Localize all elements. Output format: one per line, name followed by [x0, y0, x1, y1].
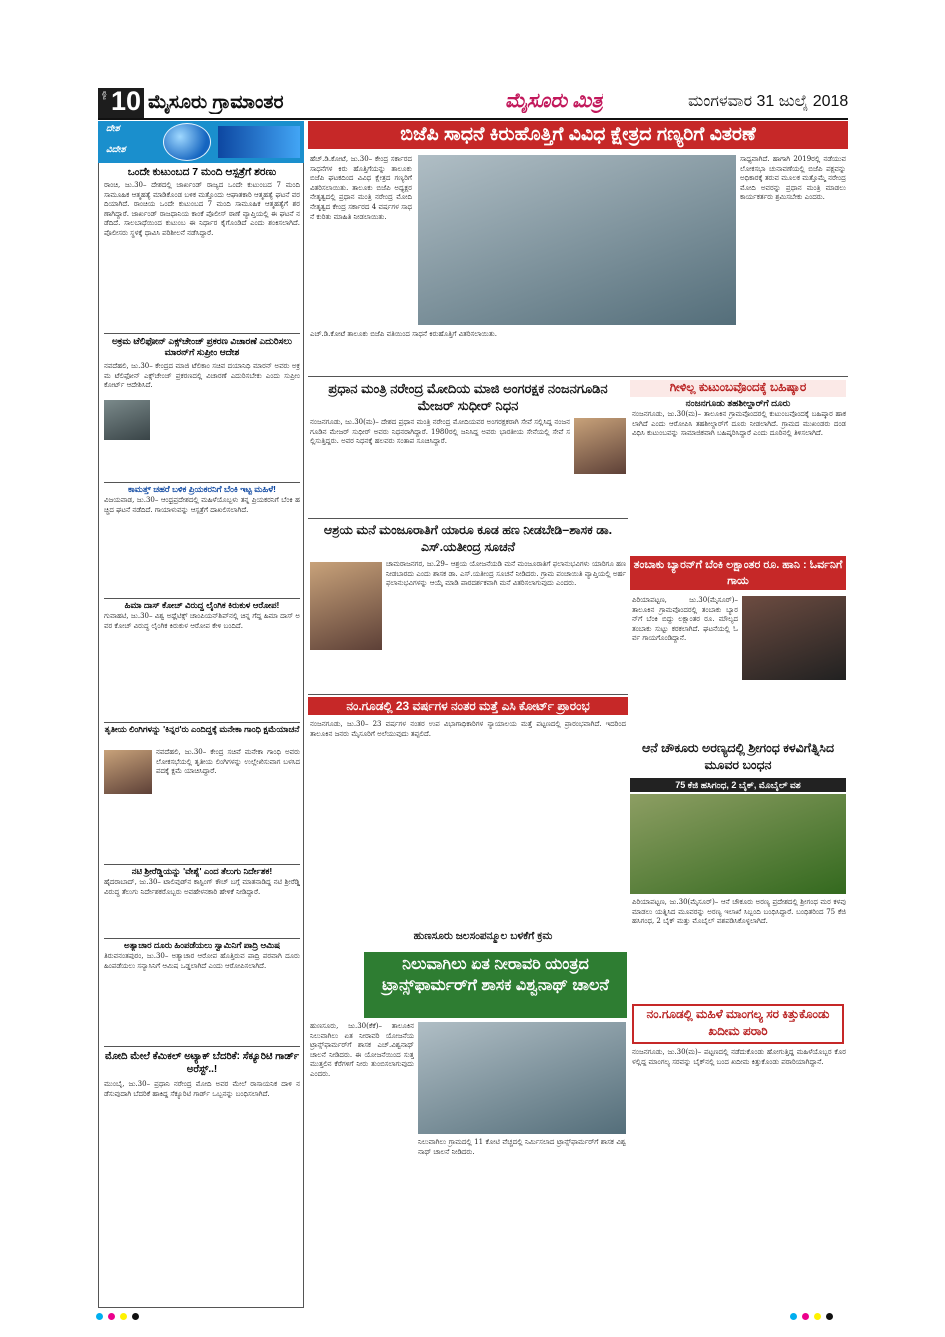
- news-box-title-2: ವಿದೇಶ: [106, 145, 126, 155]
- sandal-body: ಪಿರಿಯಾಪಟ್ಟಣ, ಜು.30(ಮೈಸೂರ್)– ಆನೆ ಚೌಕೂರು ಅರಣ್ಯ ಪ್ರದೇಶದಲ್ಲಿ ಶ್ರೀಗಂಧ ಮರ ಕಳವು ಮಾಡಲು ಯತ್ನಿಸಿದ ಮೂವರನ್ನು ಅರಣ್ಯ ಇಲಾಖೆ ಸಿಬ್ಬಂದಿ ಬಂಧಿಸಿದ್ದಾರೆ. ಬಂಧಿತರಿಂದ 75 ಕೆಜಿ ಹಸಿಗಂಧ, 2 ಬೈಕ್ ಮತ್ತು ಮೊಬೈಲ್ ವಶಪಡಿಸಿಕೊಳ್ಳಲಾಗಿದೆ.: [632, 898, 846, 926]
- story6-headline: ನಟಿ ಶ್ರೀರೆಡ್ಡಿಯನ್ನು 'ವೇಶ್ಯೆ' ಎಂದ ತೆಲುಗು ನಿರ್ದೇಶಕ!: [131, 866, 273, 876]
- section-title: ಮೈಸೂರು ಗ್ರಾಮಾಂತರ: [148, 92, 284, 113]
- tobacco-headline: ತಂಬಾಕು ಬ್ಯಾರನ್‌ಗೆ ಬೆಂಕಿ ಲಕ್ಷಾಂತರ ರೂ. ಹಾನಿ : ಓರ್ವನಿಗೆ ಗಾಯ: [630, 556, 846, 590]
- story2-body-cont: [154, 400, 300, 480]
- news-banner-graphic: [218, 126, 300, 158]
- divider: [104, 938, 300, 939]
- divider: [104, 482, 300, 483]
- sandal-headline: ಆನೆ ಚೌಕೂರು ಅರಣ್ಯದಲ್ಲಿ ಶ್ರೀಗಂಧ ಕಳವಿಗೆತ್ನಿಸಿದ ಮೂವರ ಬಂಧನ: [641, 741, 835, 772]
- family-headline: ಗೀಳಿಲ್ಲ ಕುಟುಂಬವೊಂದಕ್ಕೆ ಬಹಿಷ್ಕಾರ: [630, 380, 846, 397]
- globe-icon: [163, 123, 211, 161]
- divider: [104, 1046, 300, 1047]
- transformer-kicker: ಹುಣಸೂರು ಜಲಸಂಪನ್ಮೂಲ ಬಳಕೆಗೆ ಕ್ರಮ: [413, 930, 553, 942]
- story7-body: ತಿರುವನಂತಪುರಂ, ಜು.30– ಅತ್ಯಾಚಾರ ಆರೋಪ ಹೊತ್ತಿರುವ ಪಾದ್ರಿ ಪರವಾಗಿ ದೂರು ಹಿಂಪಡೆಯಲು ಸನ್ಯಾಸಿನಿಗೆ ಆಮಿಷ ಒಡ್ಡಲಾಗಿದೆ ಎಂದು ಆರೋಪಿಸಲಾಗಿದೆ.: [104, 952, 300, 970]
- story4-body: ಗುವಾಹಟಿ, ಜು.30– ವಿಶ್ವ ಅಥ್ಲೆಟಿಕ್ಸ್ ಚಾಂಪಿಯನ್‌ಶಿಪ್‌ನಲ್ಲಿ ಚಿನ್ನ ಗೆದ್ದ ಹಿಮಾ ದಾಸ್ ಅವರ ಕೋಚ್ ವಿರುದ್ಧ ಲೈಂಗಿಕ ಕಿರುಕುಳ ಆರೋಪ ಕೇಳಿ ಬಂದಿದೆ.: [104, 612, 300, 630]
- transformer-body: ಹುಣಸೂರು, ಜು.30(ಕೆಕೆ)– ತಾಲೂಕಿನ ನಿಲುವಾಗಿಲು ಏತ ನೀರಾವರಿ ಯೋಜನೆಯ ಟ್ರಾನ್ಸ್‌ಫಾರ್ಮರ್‌ಗೆ ಶಾಸಕ ಎಚ್.ವಿಶ್ವನಾಥ್ ಚಾಲನೆ ನೀಡಿದರು. ಈ ಯೋಜನೆಯಿಂದ ಸುತ್ತಮುತ್ತಲಿನ ಕೆರೆಗಳಿಗೆ ನೀರು ತುಂಬಿಸಲಾಗುವುದು ಎಂದರು.: [310, 1022, 414, 1078]
- story3-body: ವಿಜಯವಾಡ, ಜು.30– ಆಂಧ್ರಪ್ರದೇಶದಲ್ಲಿ ಮಹಿಳೆಯೊಬ್ಬಳು ತನ್ನ ಪ್ರಿಯಕರನಿಗೆ ಬೆಂಕಿ ಹಚ್ಚಿದ ಘಟನೆ ನಡೆದಿದೆ. ಗಾಯಾಳುವನ್ನು ಆಸ್ಪತ್ರೆಗೆ ದಾಖಲಿಸಲಾಗಿದೆ.: [104, 496, 300, 514]
- lead-body-right: ಸಾಧ್ಯವಾಗಿದೆ. ಹಾಗಾಗಿ 2019ರಲ್ಲಿ ನಡೆಯುವ ಲೋಕಸಭಾ ಚುನಾವಣೆಯಲ್ಲಿ ಬಿಜೆಪಿ ಪಕ್ಷವನ್ನು ಅಧಿಕಾರಕ್ಕೆ ತರುವ ಮೂಲಕ ಮತ್ತೊಮ್ಮೆ ನರೇಂದ್ರ ಮೋದಿ ಅವರನ್ನು ಪ್ರಧಾನ ಮಂತ್ರಿ ಮಾಡಲು ಕಾರ್ಯಕರ್ತರು ಶ್ರಮಿಸಬೇಕು ಎಂದರು.: [740, 155, 846, 202]
- story7-headline: ಅತ್ಯಾಚಾರ ದೂರು ಹಿಂಪಡೆಯಲು ಸ್ವಾಮಿನಿಗೆ ಪಾದ್ರಿ ಆಮಿಷ: [123, 940, 280, 950]
- bjp-event-photo: [418, 155, 736, 325]
- nanjangud-body: ನಂಜನಗೂಡು, ಜು.30(ಮ)– ದೇಶದ ಪ್ರಧಾನ ಮಂತ್ರಿ ನರೇಂದ್ರ ಮೋದಿಯವರ ಅಂಗರಕ್ಷಕರಾಗಿ ಸೇವೆ ಸಲ್ಲಿಸಿದ್ದ ನಂಜನಗೂಡಿನ ಮೇಜರ್ ಸುಧೀರ್ ಅವರು ನಿಧನರಾಗಿದ್ದಾರೆ. 1980ರಲ್ಲಿ ಜನಿಸಿದ್ದ ಅವರು ಭಾರತೀಯ ಸೇನೆಯಲ್ಲಿ ಸೇವೆ ಸಲ್ಲಿಸುತ್ತಿದ್ದರು. ಅವರ ನಿಧನಕ್ಕೆ ಹಲವರು ಸಂತಾಪ ಸೂಚಿಸಿದ್ದಾರೆ.: [310, 418, 570, 446]
- ashraya-body: ಚಾಮರಾಜನಗರ, ಜು.29– ಆಶ್ರಯ ಯೋಜನೆಯಡಿ ಮನೆ ಮಂಜೂರಾತಿಗೆ ಫಲಾನುಭವಿಗಳು ಯಾರಿಗೂ ಹಣ ನೀಡಬಾರದು ಎಂದು ಶಾಸಕ ಡಾ. ಎಸ್.ಯತೀಂದ್ರ ಸೂಚನೆ ನೀಡಿದರು. ಗ್ರಾಮ ಪಂಚಾಯಿತಿ ವ್ಯಾಪ್ತಿಯಲ್ಲಿ ಅರ್ಹ ಫಲಾನುಭವಿಗಳನ್ನು ಆಯ್ಕೆ ಮಾಡಿ ಪಾರದರ್ಶಕವಾಗಿ ಮನೆ ವಿತರಿಸಲಾಗುವುದು ಎಂದರು.: [386, 560, 626, 588]
- divider: [104, 333, 300, 334]
- maran-photo: [104, 400, 150, 440]
- newspaper-brand: ಮೈಸೂರು ಮಿತ್ರ: [505, 90, 603, 112]
- lead-body-left: ಹೆಚ್.ಡಿ.ಕೋಟೆ, ಜು.30– ಕೇಂದ್ರ ಸರ್ಕಾರದ ಸಾಧನೆಗಳ ಕಿರು ಹೊತ್ತಿಗೆಯನ್ನು ತಾಲೂಕು ಬಿಜೆಪಿ ಘಟಕದಿಂದ ವಿವಿಧ ಕ್ಷೇತ್ರದ ಗಣ್ಯರಿಗೆ ವಿತರಿಸಲಾಯಿತು. ತಾಲೂಕು ಬಿಜೆಪಿ ಅಧ್ಯಕ್ಷರ ನೇತೃತ್ವದಲ್ಲಿ ಪ್ರಧಾನ ಮಂತ್ರಿ ನರೇಂದ್ರ ಮೋದಿ ನೇತೃತ್ವದ ಕೇಂದ್ರ ಸರ್ಕಾರದ 4 ವರ್ಷಗಳ ಸಾಧನೆ ಕುರಿತು ಮಾಹಿತಿ ನೀಡಲಾಯಿತು.: [310, 155, 412, 221]
- lead-headline: ಬಿಜೆಪಿ ಸಾಧನೆ ಕಿರುಹೊತ್ತಿಗೆ ವಿವಿಧ ಕ್ಷೇತ್ರದ ಗಣ್ಯರಿಗೆ ವಿತರಣೆ: [308, 121, 848, 149]
- mla-yathindra-photo: [310, 562, 382, 650]
- ashraya-headline: ಆಶ್ರಯ ಮನೆ ಮಂಜೂರಾತಿಗೆ ಯಾರೂ ಕೂಡ ಹಣ ನೀಡಬೇಡಿ–ಶಾಸಕ ಡಾ. ಎಸ್.ಯತೀಂದ್ರ ಸೂಚನೆ: [323, 523, 613, 554]
- story1-body: ರಾಂಚಿ, ಜು.30– ದೇಶದಲ್ಲಿ ಜಾರ್ಖಂಡ್ ರಾಜ್ಯದ ಒಂದೇ ಕುಟುಂಬದ 7 ಮಂದಿ ಸಾಮೂಹಿಕ ಆತ್ಮಹತ್ಯೆ ಮಾಡಿಕೊಂಡ ಬಳಿಕ ಮತ್ತೊಂದು ಆಘಾತಕಾರಿ ಆತ್ಮಹತ್ಯೆ ಘಟನೆ ವರದಿಯಾಗಿದೆ. ರಾಂಚಿಯ ಒಂದೇ ಕುಟುಂಬದ 7 ಮಂದಿ ಸಾಮೂಹಿಕ ಆತ್ಮಹತ್ಯೆಗೆ ಶರಣಾಗಿದ್ದಾರೆ. ಜಾರ್ಖಂಡ್ ರಾಜಧಾನಿಯ ಕಾಂಕೆ ಪೊಲೀಸ್ ಠಾಣೆ ವ್ಯಾಪ್ತಿಯಲ್ಲಿ ಈ ಘಟನೆ ನಡೆದಿದೆ. ಸಾಲಬಾಧೆಯಿಂದ ಕುಟುಂಬ ಈ ನಿರ್ಧಾರ ಕೈಗೊಂಡಿದೆ ಎಂದು ಶಂಕಿಸಲಾಗಿದೆ. ಪೊಲೀಸರು ಸ್ಥಳಕ್ಕೆ ಧಾವಿಸಿ ಪರಿಶೀಲನೆ ನಡೆಸಿದ್ದಾರೆ.: [104, 181, 300, 237]
- sandalwood-seizure-photo: [630, 794, 846, 894]
- story3-headline: ಕಾಮತ್ತ್ ಚಹರೆ ಬಳಿಕ ಪ್ರಿಯಕರನಿಗೆ ಬೆಂಕಿ ಇಟ್ಟ ಮಹಿಳೆ!: [127, 484, 276, 494]
- registration-dots-left: [96, 1313, 156, 1321]
- transformer-headline: ನಿಲುವಾಗಿಲು ಏತ ನೀರಾವರಿ ಯಂತ್ರದ ಟ್ರಾನ್ಸ್‌ಫಾರ್ಮರ್‌ಗೆ ಶಾಸಕ ವಿಶ್ವನಾಥ್ ಚಾಲನೆ: [364, 952, 627, 1018]
- masthead-rule: [98, 118, 848, 120]
- tobacco-body: ಪಿರಿಯಾಪಟ್ಟಣ, ಜು.30(ಮೈಸೂರ್)– ತಾಲೂಕಿನ ಗ್ರಾಮವೊಂದರಲ್ಲಿ ತಂಬಾಕು ಬ್ಯಾರನ್‌ಗೆ ಬೆಂಕಿ ಬಿದ್ದು ಲಕ್ಷಾಂತರ ರೂ. ಮೌಲ್ಯದ ತಂಬಾಕು ಸುಟ್ಟು ಕರಕಲಾಗಿದೆ. ಘಟನೆಯಲ್ಲಿ ಓರ್ವ ಗಾಯಗೊಂಡಿದ್ದಾನೆ.: [632, 596, 738, 643]
- divider: [308, 518, 628, 519]
- transformer-caption: ನಿಲುವಾಗಿಲು ಗ್ರಾಮದಲ್ಲಿ 11 ಕೋಟಿ ವೆಚ್ಚದಲ್ಲಿ ನಿರ್ಮಿಸಲಾದ ಟ್ರಾನ್ಸ್‌ಫಾರ್ಮರ್‌ಗೆ ಶಾಸಕ ವಿಶ್ವನಾಥ್ ಚಾಲನೆ ನೀಡಿದರು.: [418, 1138, 626, 1156]
- page-number-box: [98, 88, 144, 118]
- family-subhead: ನಂಜನಗೂಡು ತಹಶೀಲ್ದಾರ್‌ಗೆ ದೂರು: [685, 398, 791, 408]
- court-headline: ನಂ.ಗೂಡಲ್ಲಿ 23 ವರ್ಷಗಳ ನಂತರ ಮತ್ತೆ ಎಸಿ ಕೋರ್ಟ್ ಪ್ರಾರಂಭ: [308, 697, 628, 715]
- maneka-gandhi-photo: [104, 750, 152, 794]
- story6-body: ಹೈದರಾಬಾದ್, ಜು.30– ಟಾಲಿವುಡ್‌ನ ಕಾಸ್ಟಿಂಗ್ ಕೌಚ್ ಬಗ್ಗೆ ಮಾತನಾಡಿದ್ದ ನಟಿ ಶ್ರೀರೆಡ್ಡಿ ವಿರುದ್ಧ ತೆಲುಗು ನಿರ್ದೇಶಕರೊಬ್ಬರು ಅವಹೇಳನಕಾರಿ ಹೇಳಿಕೆ ನೀಡಿದ್ದಾರೆ.: [104, 878, 300, 896]
- nanjangud-headline: ಪ್ರಧಾನ ಮಂತ್ರಿ ನರೇಂದ್ರ ಮೋದಿಯ ಮಾಜಿ ಅಂಗರಕ್ಷಕ ನಂಜನಗೂಡಿನ ಮೇಜರ್ ಸುಧೀರ್ ನಿಧನ: [328, 381, 608, 413]
- chain-body: ನಂಜನಗೂಡು, ಜು.30(ಮ)– ಪಟ್ಟಣದಲ್ಲಿ ನಡೆದುಕೊಂಡು ಹೋಗುತ್ತಿದ್ದ ಮಹಿಳೆಯೊಬ್ಬರ ಕೊರಳಲ್ಲಿದ್ದ ಮಾಂಗಲ್ಯ ಸರವನ್ನು ಬೈಕ್‌ನಲ್ಲಿ ಬಂದ ಖದೀಮ ಕಿತ್ತುಕೊಂಡು ಪರಾರಿಯಾಗಿದ್ದಾನೆ.: [632, 1048, 846, 1066]
- story5-headline: ತೃತೀಯ ಲಿಂಗಿಗಳನ್ನು 'ಕಿನ್ನರ'ರು ಎಂದಿದ್ದಕ್ಕೆ ಮನೇಕಾ ಗಾಂಧಿ ಕ್ಷಮೆಯಾಚನೆ: [104, 724, 300, 734]
- page-label: ಪುಟ: [101, 91, 108, 100]
- story4-headline: ಹಿಮಾ ದಾಸ್ ಕೋಚ್ ವಿರುದ್ಧ ಲೈಂಗಿಕ ಕಿರುಕುಳ ಆರೋಪ!: [124, 600, 280, 610]
- divider: [308, 694, 628, 695]
- transformer-inauguration-photo: [418, 1022, 626, 1134]
- story2-body: ನವದೆಹಲಿ, ಜು.30– ಕೇಂದ್ರದ ಮಾಜಿ ಟೆಲಿಕಾಂ ಸಚಿವ ದಯಾನಿಧಿ ಮಾರನ್ ಅವರು ಅಕ್ರಮ ಟೆಲಿಫೋನ್ ಎಕ್ಸ್‌ಚೇಂಜ್ ಪ್ರಕರಣದಲ್ಲಿ ವಿಚಾರಣೆ ಎದುರಿಸಬೇಕು ಎಂದು ಸುಪ್ರೀಂ ಕೋರ್ಟ್ ಆದೇಶಿಸಿದೆ.: [104, 362, 300, 390]
- chain-headline: ನಂ.ಗೂಡಲ್ಲಿ ಮಹಿಳೆ ಮಾಂಗಲ್ಯ ಸರ ಕಿತ್ತುಕೊಂಡು ಖದೀಮ ಪರಾರಿ: [632, 1004, 844, 1044]
- story5-body: ನವದೆಹಲಿ, ಜು.30– ಕೇಂದ್ರ ಸಚಿವೆ ಮನೇಕಾ ಗಾಂಧಿ ಅವರು ಲೋಕಸಭೆಯಲ್ಲಿ ತೃತೀಯ ಲಿಂಗಿಗಳನ್ನು ಉಲ್ಲೇಖಿಸುವಾಗ ಬಳಸಿದ ಪದಕ್ಕೆ ಕ್ಷಮೆ ಯಾಚಿಸಿದ್ದಾರೆ.: [156, 748, 300, 776]
- sandal-strip: 75 ಕೆಜಿ ಹಸಿಗಂಧ, 2 ಬೈಕ್, ಮೊಬೈಲ್ ವಶ: [630, 778, 846, 792]
- news-section-box: [98, 121, 304, 163]
- tobacco-barn-photo: [742, 596, 846, 680]
- lead-caption: ಎಚ್.ಡಿ.ಕೋಟೆ ತಾಲೂಕು ಬಿಜೆಪಿ ವತಿಯಿಂದ ಸಾಧನೆ ಕಿರುಹೊತ್ತಿಗೆ ವಿತರಿಸಲಾಯಿತು.: [310, 330, 497, 338]
- major-sudhir-photo: [574, 418, 626, 474]
- story2-headline: ಅಕ್ರಮ ಟೆಲಿಫೋನ್ ಎಕ್ಸ್‌ಚೇಂಜ್ ಪ್ರಕರಣ ವಿಚಾರಣೆ ಎದುರಿಸಲು ಮಾರನ್‌ಗೆ ಸುಪ್ರೀಂ ಆದೇಶ: [111, 336, 293, 357]
- registration-dots-right: [790, 1313, 850, 1321]
- divider: [104, 598, 300, 599]
- court-body: ನಂಜನಗೂಡು, ಜು.30– 23 ವರ್ಷಗಳ ನಂತರ ಉಪ ವಿಭಾಗಾಧಿಕಾರಿಗಳ ನ್ಯಾಯಾಲಯ ಮತ್ತೆ ಪಟ್ಟಣದಲ್ಲಿ ಪ್ರಾರಂಭವಾಗಿದೆ. ಇದರಿಂದ ತಾಲೂಕಿನ ಜನರು ಮೈಸೂರಿಗೆ ಅಲೆಯುವುದು ತಪ್ಪಲಿದೆ.: [310, 720, 626, 738]
- story8-headline: ಮೋದಿ ಮೇಲೆ ಕೆಮಿಕಲ್ ಅಟ್ಯಾಕ್ ಬೆದರಿಕೆ: ಸೆಕ್ಯೂರಿಟಿ ಗಾರ್ಡ್ ಅರೆಸ್ಟ್..!: [104, 1051, 300, 1075]
- divider: [104, 722, 300, 723]
- story8-body: ಮುಂಬೈ, ಜು.30– ಪ್ರಧಾನಿ ನರೇಂದ್ರ ಮೋದಿ ಅವರ ಮೇಲೆ ರಾಸಾಯನಿಕ ದಾಳಿ ನಡೆಸುವುದಾಗಿ ಬೆದರಿಕೆ ಹಾಕಿದ್ದ ಸೆಕ್ಯೂರಿಟಿ ಗಾರ್ಡ್ ಒಬ್ಬನನ್ನು ಬಂಧಿಸಲಾಗಿದೆ.: [104, 1080, 300, 1098]
- issue-date: ಮಂಗಳವಾರ 31 ಜುಲೈ 2018: [688, 93, 849, 110]
- page-number: 10: [111, 88, 142, 116]
- story1-headline: ಒಂದೇ ಕುಟುಂಬದ 7 ಮಂದಿ ಆಸ್ಪತ್ರೆಗೆ ಶರಣು: [127, 166, 277, 178]
- news-box-title-1: ದೇಶ: [106, 124, 120, 134]
- family-body: ನಂಜನಗೂಡು, ಜು.30(ಮ)– ತಾಲೂಕಿನ ಗ್ರಾಮವೊಂದರಲ್ಲಿ ಕುಟುಂಬವೊಂದಕ್ಕೆ ಬಹಿಷ್ಕಾರ ಹಾಕಲಾಗಿದೆ ಎಂದು ಆರೋಪಿಸಿ ತಹಶೀಲ್ದಾರ್‌ಗೆ ದೂರು ನೀಡಲಾಗಿದೆ. ಗ್ರಾಮದ ಮುಖಂಡರು ದಂಡ ವಿಧಿಸಿ ಕುಟುಂಬವನ್ನು ಸಾಮಾಜಿಕವಾಗಿ ಬಹಿಷ್ಕರಿಸಿದ್ದಾರೆ ಎಂದು ದೂರಿನಲ್ಲಿ ತಿಳಿಸಲಾಗಿದೆ.: [632, 410, 846, 438]
- divider: [104, 864, 300, 865]
- divider: [308, 376, 848, 377]
